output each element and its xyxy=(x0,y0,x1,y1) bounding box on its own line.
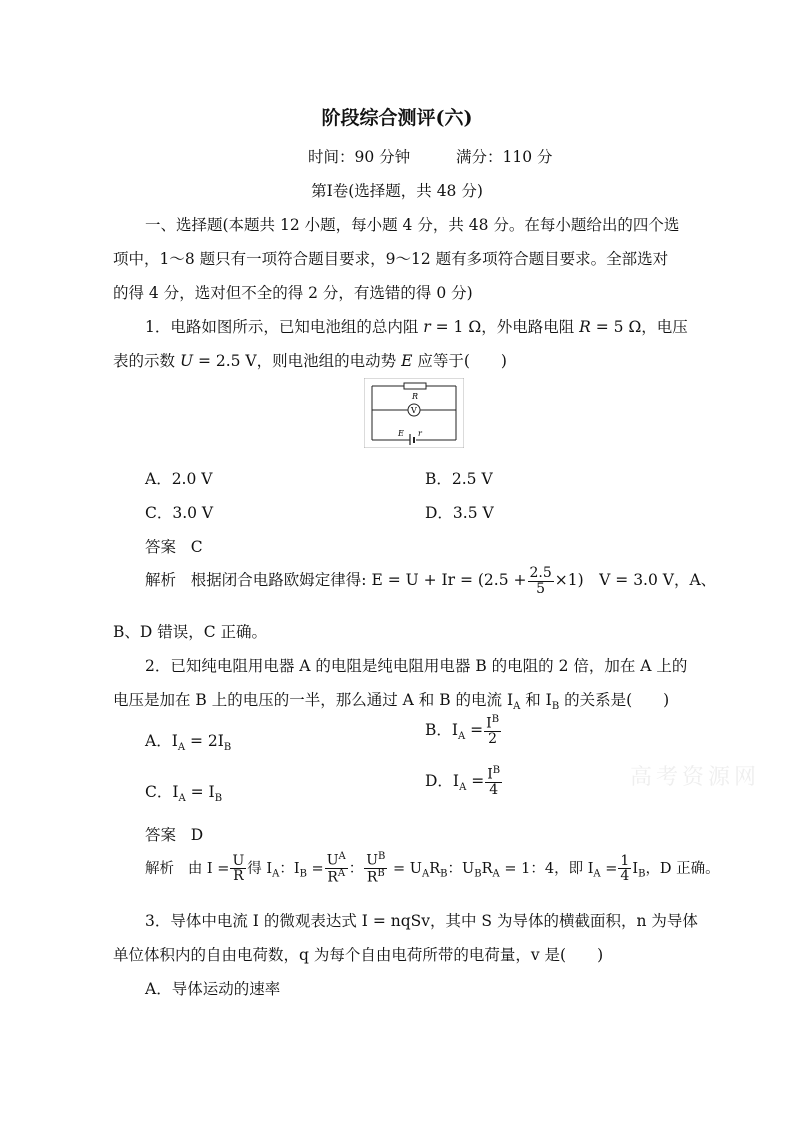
q2-option-c: C．$I_A = I_B$ xyxy=(145,783,223,805)
label-r: r xyxy=(418,429,422,438)
q1-analysis-line-2: B、D 错误，C 正确。 xyxy=(113,623,268,641)
q1-option-d: D．3.5 V xyxy=(425,504,494,522)
q2-option-d: D．$I_A$ = $\frac{I^B}{4}$ xyxy=(425,765,501,799)
q2-option-b: B．$I_A$ = $\frac{I^B}{2}$ xyxy=(425,714,500,748)
q2-answer: 答案 D xyxy=(145,826,204,844)
circuit-diagram xyxy=(364,378,464,448)
q3-stem-line-2: 单位体积内的自由电荷数，q 为每个自由电荷所带的电荷量，v 是( ) xyxy=(113,946,604,964)
resistor-R xyxy=(404,383,426,389)
q2-option-a: A．$I_A = 2I_B$ xyxy=(145,732,232,754)
q2-stem-line-2: 电压是加在 B 上的电压的一半，那么通过 A 和 B 的电流 $I_A$ 和 $I_B$ 的关系是( ) xyxy=(113,691,670,713)
label-R: R xyxy=(412,392,419,401)
q1-stem-line-1: 1．电路如图所示，已知电池组的总内阻 r = 1 Ω，外电路电阻 R = 5 Ω，电压 xyxy=(145,318,688,336)
score-label: 满分：110 分 xyxy=(456,148,553,166)
q1-option-b: B．2.5 V xyxy=(425,470,493,488)
q2-analysis: 解析 由 I = $\frac{U}{R}$ 得 $I_A$：$I_B$ = $\frac{U^A}{R^A}$ ： $\frac{U^B}{R^B}$ = $U_AR_B$：$U_BR_A = 1$：4，即 $I_A$ = $\frac{1}{4}$ $I_B$，D 正确。 xyxy=(145,851,720,886)
label-V: V xyxy=(411,406,417,415)
q1-analysis-line-1: 解析 根据闭合电路欧姆定律得: E = U + Ir = (2.5 + $\frac{2.5}{5}$ ×1) V = 3.0 V，A、 xyxy=(145,565,717,597)
part-label: 第Ⅰ卷(选择题，共 48 分) xyxy=(311,182,483,200)
q3-stem-line-1: 3．导体中电流 I 的微观表达式 I = nqSv，其中 S 为导体的横截面积，n 为导体 xyxy=(145,912,698,930)
q2-stem-line-1: 2．已知纯电阻用电器 A 的电阻是纯电阻用电器 B 的电阻的 2 倍，加在 A 上的 xyxy=(145,657,688,675)
watermark: 高考资源网 xyxy=(630,765,761,790)
q3-option-a: A．导体运动的速率 xyxy=(145,980,281,998)
q1-stem-line-2: 表的示数 U = 2.5 V，则电池组的电动势 E 应等于( ) xyxy=(113,352,507,370)
instructions-line-3: 的得 4 分，选对但不全的得 2 分，有选错的得 0 分) xyxy=(113,284,473,302)
page-title: 阶段综合测评(六) xyxy=(321,107,473,129)
q1-option-c: C．3.0 V xyxy=(145,504,214,522)
instructions-line-2: 项中，1～8 题只有一项符合题目要求，9～12 题有多项符合题目要求。全部选对 xyxy=(113,250,669,268)
q1-answer: 答案 C xyxy=(145,538,203,556)
q1-option-a: A．2.0 V xyxy=(145,470,213,488)
instructions-line-1: 一、选择题(本题共 12 小题，每小题 4 分，共 48 分。在每小题给出的四个选 xyxy=(145,216,680,234)
time-label: 时间：90 分钟 xyxy=(308,148,411,166)
label-E: E xyxy=(398,429,404,438)
